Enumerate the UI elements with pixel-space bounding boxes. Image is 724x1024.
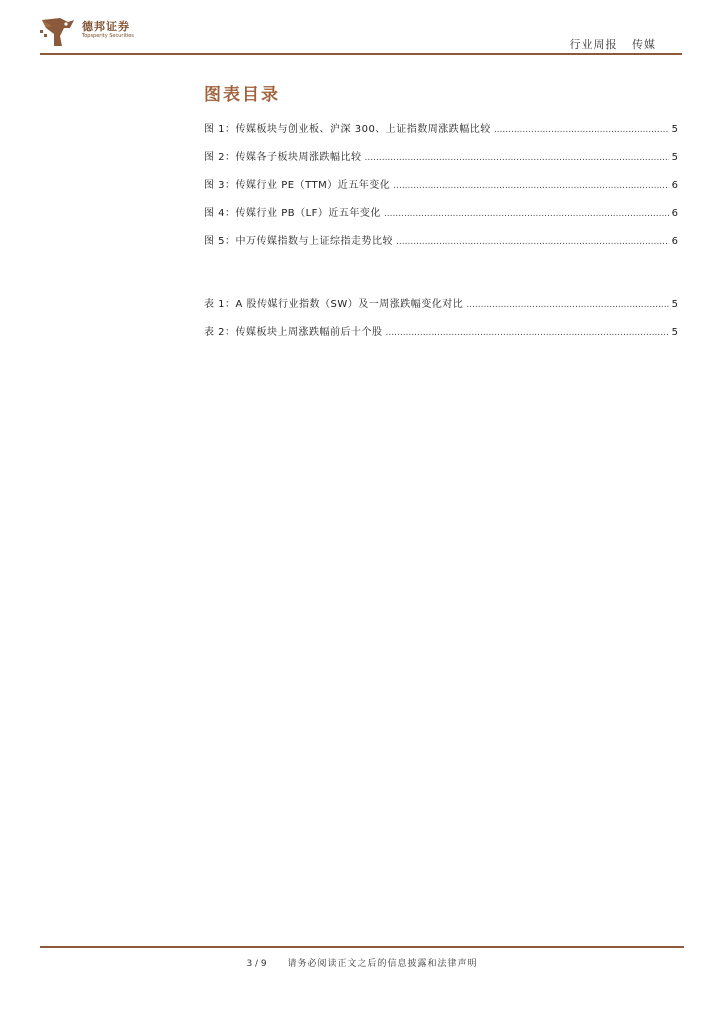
toc-entry-label: 图 5：中万传媒指数与上证综指走势比较: [204, 236, 394, 247]
toc-entry-page: 5: [671, 152, 678, 163]
toc-leader-dots: [466, 300, 668, 310]
logo-text-en: Topsperity Securities: [82, 33, 134, 39]
header-category: [570, 36, 657, 52]
toc-entry-page: 5: [671, 327, 678, 338]
toc-leader-dots: [386, 328, 669, 338]
logo-mark-icon: [40, 16, 76, 48]
header-divider: [40, 53, 682, 55]
page-footer: [0, 956, 724, 969]
footer-divider: [40, 946, 684, 948]
toc-entry-page: 6: [671, 180, 678, 191]
page-header: [40, 14, 682, 58]
toc-leader-dots: [494, 125, 669, 135]
toc-title: 图表目录: [204, 85, 280, 105]
toc-entry-page: 6: [671, 236, 678, 247]
legal-disclaimer: 请务必阅读正文之后的信息披露和法律声明: [287, 959, 478, 969]
toc-entry-label: 图 3：传媒行业 PE（TTM）近五年变化: [204, 180, 391, 191]
toc-entry-figure-5[interactable]: [204, 232, 678, 260]
toc-entry-label: 图 2：传媒各子板块周涨跌幅比较: [204, 152, 362, 163]
toc-entry-figure-1[interactable]: [204, 120, 678, 148]
toc-entry-label: 图 1：传媒板块与创业板、沪深 300、上证指数周涨跌幅比较: [204, 124, 491, 135]
toc-entry-page: 5: [671, 299, 678, 310]
toc-entry-label: 图 4：传媒行业 PB（LF）近五年变化: [204, 208, 381, 219]
logo-text-cn: 德邦证券: [82, 20, 130, 33]
company-logo: [40, 14, 180, 50]
toc-entry-table-2[interactable]: [204, 323, 678, 351]
report-type: 行业周报: [569, 38, 618, 51]
toc-entry-page: 5: [671, 124, 678, 135]
toc-leader-dots: [365, 153, 669, 163]
toc-entry-label: 表 1：A 股传媒行业指数（SW）及一周涨跌幅变化对比: [204, 299, 464, 310]
toc-entry-page: 6: [671, 208, 678, 219]
toc-entry-table-1[interactable]: [204, 295, 678, 323]
sector-name: 传媒: [632, 38, 656, 51]
table-list: [204, 295, 678, 351]
page-number: 3 / 9: [246, 959, 267, 969]
toc-leader-dots: [396, 237, 669, 247]
figure-list: [204, 120, 678, 260]
toc-entry-figure-3[interactable]: [204, 176, 678, 204]
toc-leader-dots: [384, 209, 669, 219]
toc-entry-figure-4[interactable]: [204, 204, 678, 232]
toc-leader-dots: [393, 181, 668, 191]
toc-entry-label: 表 2：传媒板块上周涨跌幅前后十个股: [204, 327, 383, 338]
toc-entry-figure-2[interactable]: [204, 148, 678, 176]
